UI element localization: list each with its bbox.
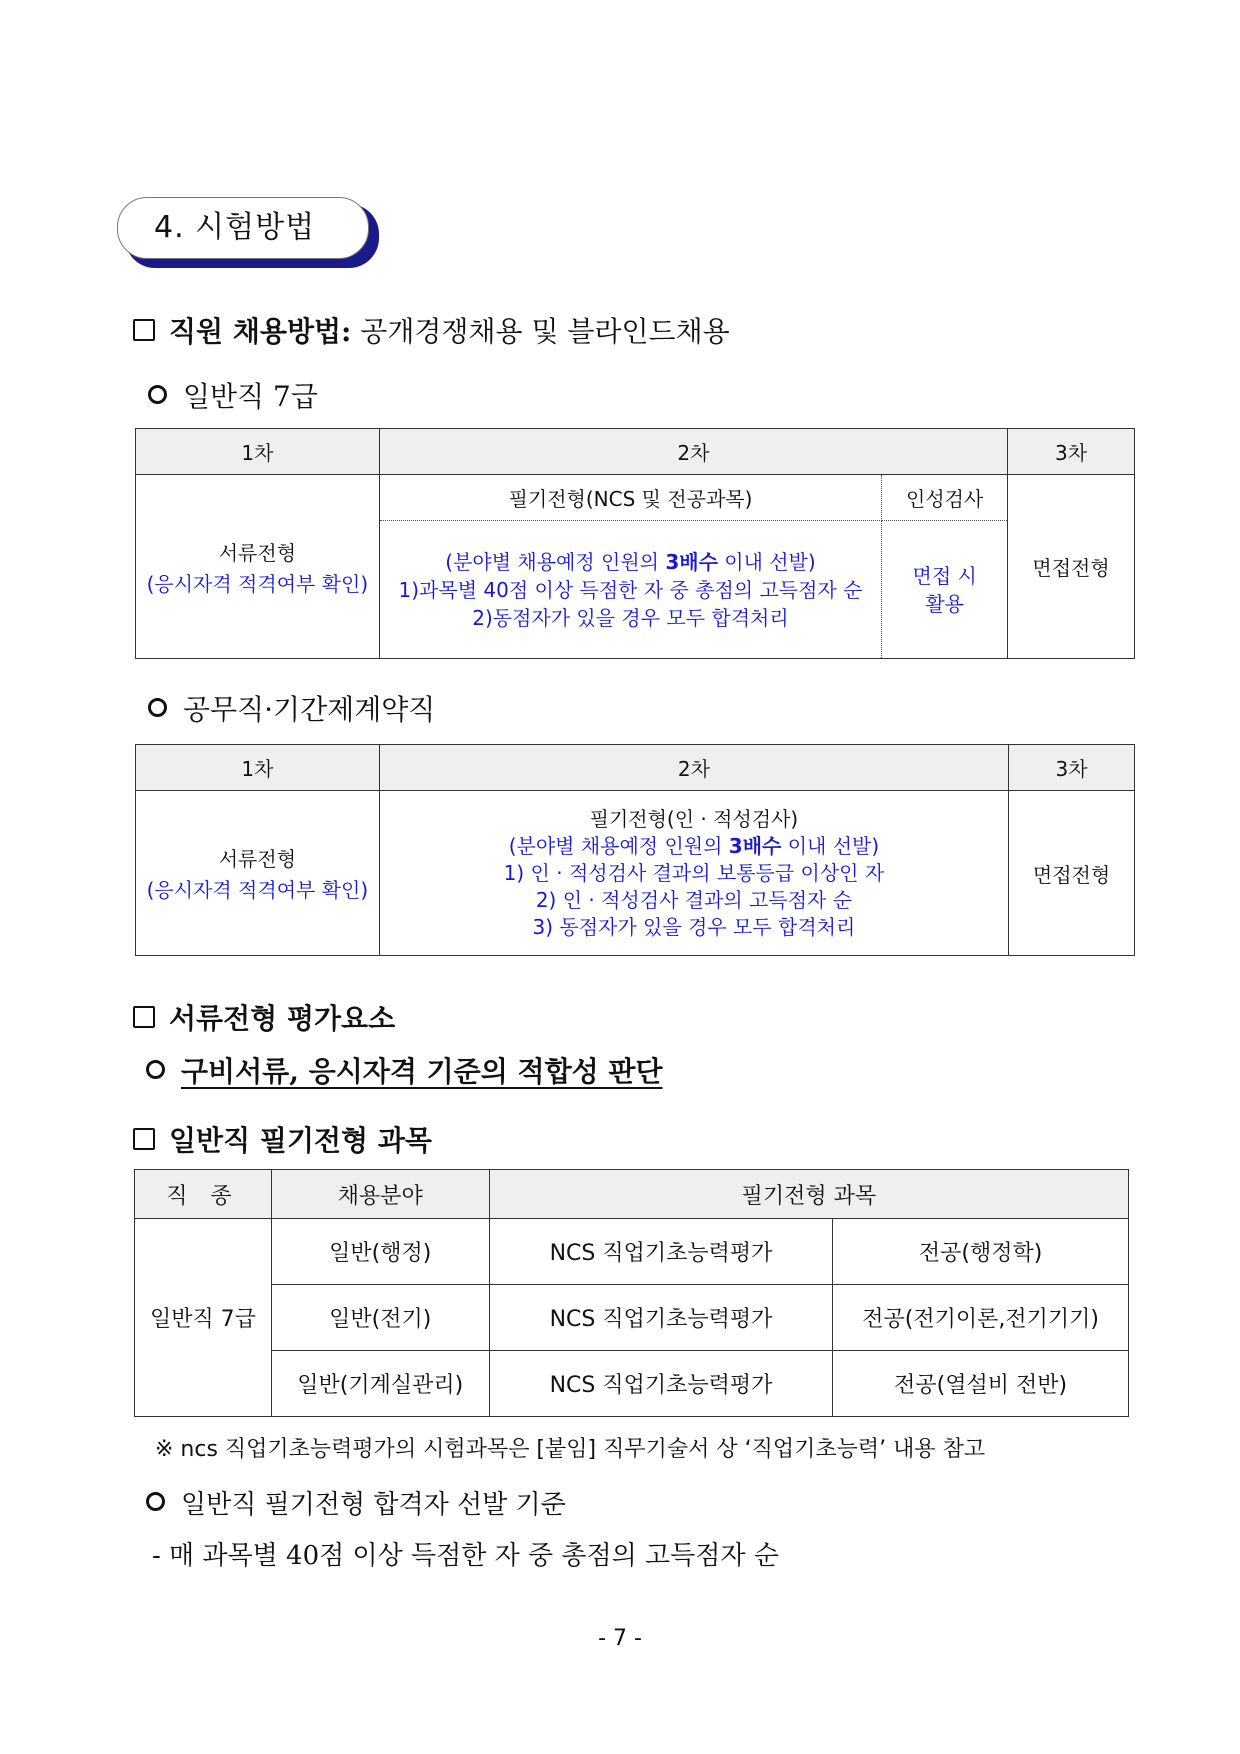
header-field: 채용분야 [271, 1170, 489, 1219]
general-7-heading [148, 375, 318, 415]
circle-bullet-icon [146, 1492, 165, 1511]
recruitment-method-value: 공개경쟁채용 및 블라인드채용 [351, 315, 730, 348]
table-row [135, 1351, 1129, 1417]
aptitude-rule-3: 3) 동점자가 있을 경우 모두 합격처리 [532, 914, 856, 939]
ncs-reference-note: ※ ncs 직업기초능력평가의 시험과목은 [붙임] 직무기술서 상 ‘직업기초능력’ 내용 참고 [155, 1437, 986, 1462]
general-7-table [135, 428, 1135, 659]
aptitude-rule-2: 2) 인 · 적성검사 결과의 고득점자 순 [535, 887, 853, 912]
major-cell: 전공(전기이론,전기기기) [833, 1285, 1129, 1351]
ncs-cell: NCS 직업기초능력평가 [489, 1285, 833, 1351]
recruitment-method-label: 직원 채용방법: [169, 315, 352, 348]
document-screening-note: (응시자격 적격여부 확인) [146, 878, 369, 902]
document-evaluation-item [146, 1050, 663, 1090]
public-contract-heading [148, 688, 435, 728]
table-row [135, 1219, 1129, 1285]
major-cell: 전공(행정학) [833, 1219, 1129, 1285]
major-cell: 전공(열설비 전반) [833, 1351, 1129, 1417]
field-cell: 일반(전기) [271, 1285, 489, 1351]
header-stage-1: 1차 [136, 745, 380, 791]
written-rule-2: 2)동점자가 있을 경우 모두 합격처리 [472, 605, 789, 630]
header-stage-2: 2차 [379, 429, 1007, 475]
document-screening: 서류전형 [218, 847, 297, 871]
public-contract-table [135, 744, 1135, 956]
general-7-title: 일반직 7급 [183, 380, 318, 413]
written-subjects-title: 일반직 필기전형 과목 [169, 1124, 432, 1157]
table-header-row [135, 1170, 1129, 1219]
personality-test-header: 인성검사 [882, 475, 1008, 521]
square-bullet-icon [133, 1006, 155, 1028]
public-contract-title: 공무직·기간제계약직 [183, 693, 436, 726]
circle-bullet-icon [148, 698, 167, 717]
header-stage-1: 1차 [136, 429, 380, 475]
header-job-type: 직 종 [135, 1170, 272, 1219]
aptitude-rule-1: 1) 인 · 적성검사 결과의 보통등급 이상인 자 [503, 860, 885, 885]
header-stage-2: 2차 [379, 745, 1008, 791]
header-stage-3: 3차 [1008, 429, 1135, 475]
document-evaluation-heading [133, 997, 395, 1037]
table-row [135, 1285, 1129, 1351]
section-heading: 4. 시험방법 [117, 197, 369, 259]
written-exam-detail [379, 521, 881, 659]
square-bullet-icon [133, 1128, 155, 1150]
table-header-row [136, 429, 1135, 475]
written-rule-1: 1)과목별 40점 이상 득점한 자 중 총점의 고득점자 순 [398, 577, 863, 602]
document-screening-note: (응시자격 적격여부 확인) [146, 571, 369, 596]
written-subjects-heading [133, 1119, 432, 1159]
header-subjects: 필기전형 과목 [489, 1170, 1128, 1219]
table-header-row [136, 745, 1135, 791]
table-sub-row [136, 475, 1135, 521]
pass-criteria-heading [146, 1484, 566, 1521]
written-selection-rule: (분야별 채용예정 인원의 3배수 이내 선발) [445, 549, 816, 574]
personality-test-detail: 면접 시 활용 [882, 521, 1008, 659]
stage-1-cell [136, 791, 380, 956]
field-cell: 일반(기계실관리) [271, 1351, 489, 1417]
ncs-cell: NCS 직업기초능력평가 [489, 1351, 833, 1417]
aptitude-selection-rule: (분야별 채용예정 인원의 3배수 이내 선발) [508, 833, 880, 858]
document-evaluation-title: 서류전형 평가요소 [169, 1002, 396, 1035]
header-stage-3: 3차 [1009, 745, 1135, 791]
table-detail-row [136, 791, 1135, 956]
square-bullet-icon [133, 319, 155, 341]
stage-2-cell [379, 791, 1008, 956]
stage-1-cell [136, 475, 380, 659]
pass-criteria-line: - 매 과목별 40점 이상 득점한 자 중 총점의 고득점자 순 [152, 1541, 779, 1571]
document-evaluation-criteria: 구비서류, 응시자격 기준의 적합성 판단 [181, 1055, 663, 1088]
document-screening: 서류전형 [218, 540, 297, 565]
written-subjects-table [134, 1169, 1129, 1417]
circle-bullet-icon [148, 385, 167, 404]
circle-bullet-icon [146, 1060, 165, 1079]
field-cell: 일반(행정) [271, 1219, 489, 1285]
aptitude-test-title: 필기전형(인 · 적성검사) [589, 806, 799, 831]
interview-cell: 면접전형 [1008, 475, 1135, 659]
page-number: - 7 - [598, 1626, 642, 1651]
job-type-cell: 일반직 7급 [135, 1219, 272, 1417]
written-exam-header: 필기전형(NCS 및 전공과목) [379, 475, 881, 521]
interview-cell: 면접전형 [1009, 791, 1135, 956]
recruitment-method-heading [133, 310, 730, 350]
pass-criteria-title: 일반직 필기전형 합격자 선발 기준 [181, 1490, 566, 1520]
ncs-cell: NCS 직업기초능력평가 [489, 1219, 833, 1285]
